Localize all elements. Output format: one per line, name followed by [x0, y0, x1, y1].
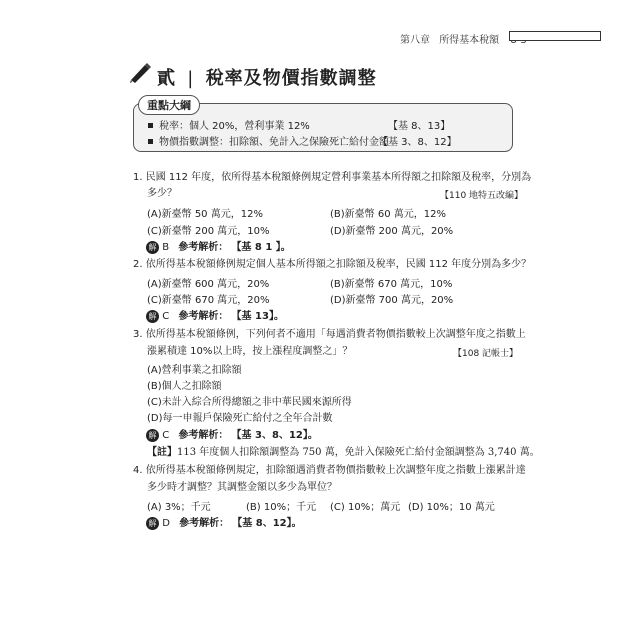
- title-number: 貳: [157, 68, 176, 89]
- pencil-icon: [128, 62, 152, 88]
- question-4-option-a: (A) 3%；千元: [147, 502, 211, 513]
- outline-item-ref: 【基 8、13】: [388, 121, 451, 132]
- title-text: 稅率及物價指數調整: [205, 68, 377, 89]
- question-3-answer: 解 C 參考解析： 【基 3、8、12】。: [146, 426, 318, 442]
- question-1-answer: 解 B 參考解析： 【基 8 1 】。: [146, 238, 291, 254]
- question-3-option-b: (B)個人之扣除額: [147, 381, 222, 392]
- question-3-option-a: (A)營利事業之扣除額: [147, 365, 242, 376]
- question-1-line2: 多少？: [147, 188, 177, 199]
- question-2-option-c: (C)新臺幣 670 萬元，20%: [147, 295, 270, 306]
- question-1-option-a: (A)新臺幣 50 萬元，12%: [147, 209, 263, 220]
- question-1-option-d: (D)新臺幣 200 萬元，20%: [330, 226, 454, 237]
- question-1-option-c: (C)新臺幣 200 萬元，10%: [147, 226, 270, 237]
- note-label: 【註】: [147, 447, 177, 458]
- bullet-icon: [148, 123, 153, 128]
- question-4-line1: 4. 依所得基本稅額條例規定，扣除額遇消費者物價指數較上次調整年度之指數上漲累計達: [133, 465, 526, 476]
- question-3-option-d: (D)每一申報戶保險死亡給付之全年合計數: [147, 413, 333, 424]
- question-2-answer: 解 C 參考解析： 【基 13】。: [146, 307, 284, 323]
- question-1-line1: 1. 民國 112 年度，依所得基本稅額條例規定營利事業基本所得額之扣除額及稅率，分別為: [133, 172, 532, 183]
- outline-item: 物價指數調整：扣除額、免計入之保險死亡給付金額: [148, 133, 389, 148]
- question-4-option-d: (D) 10%；10 萬元: [408, 502, 495, 513]
- question-1-option-b: (B)新臺幣 60 萬元，12%: [330, 209, 446, 220]
- question-3-note: 【註】113 年度個人扣除額調整為 750 萬，免計入保險死亡給付金額調整為 3,740 萬。: [147, 447, 540, 458]
- header-chapter: 第八章: [400, 35, 430, 46]
- question-3-source: 【108 記帳士】: [453, 349, 519, 359]
- question-4-option-c: (C) 10%；萬元: [330, 502, 401, 513]
- answer-icon: 解: [146, 429, 159, 442]
- bullet-icon: [148, 139, 153, 144]
- question-2-line1: 2. 依所得基本稅額條例規定個人基本所得額之扣除額及稅率，民國 112 年度分別為多少？: [133, 259, 532, 270]
- question-2-option-b: (B)新臺幣 670 萬元，10%: [330, 279, 453, 290]
- answer-icon: 解: [146, 517, 159, 530]
- question-3-line1: 3. 依所得基本稅額條例，下列何者不適用「每遇消費者物價指數較上次調整年度之指數上: [133, 329, 526, 340]
- outline-tag: 重點大綱: [138, 95, 200, 115]
- header-bar: [509, 31, 601, 41]
- question-4-line2: 多少時才調整？其調整金額以多少為單位？: [147, 482, 337, 493]
- answer-icon: 解: [146, 310, 159, 323]
- question-4-answer: 解 D 參考解析： 【基 8、12】。: [146, 514, 302, 530]
- question-4-option-b: (B) 10%；千元: [246, 502, 317, 513]
- question-3-line2: 漲累積達 10%以上時，按上漲程度調整之」？: [147, 346, 353, 357]
- answer-icon: 解: [146, 241, 159, 254]
- page-title: 貳 | 稅率及物價指數調整: [157, 68, 377, 89]
- outline-item-ref: 【基 3、8、12】: [378, 137, 457, 148]
- question-2-option-d: (D)新臺幣 700 萬元，20%: [330, 295, 454, 306]
- question-1-source: 【110 地特五改編】: [440, 191, 524, 201]
- outline-item: 稅率：個人 20%，營利事業 12%: [148, 117, 310, 132]
- question-2-option-a: (A)新臺幣 600 萬元，20%: [147, 279, 270, 290]
- header-section: 所得基本稅額: [439, 35, 500, 46]
- question-3-option-c: (C)未計入綜合所得總額之非中華民國來源所得: [147, 397, 352, 408]
- running-header: [400, 31, 527, 46]
